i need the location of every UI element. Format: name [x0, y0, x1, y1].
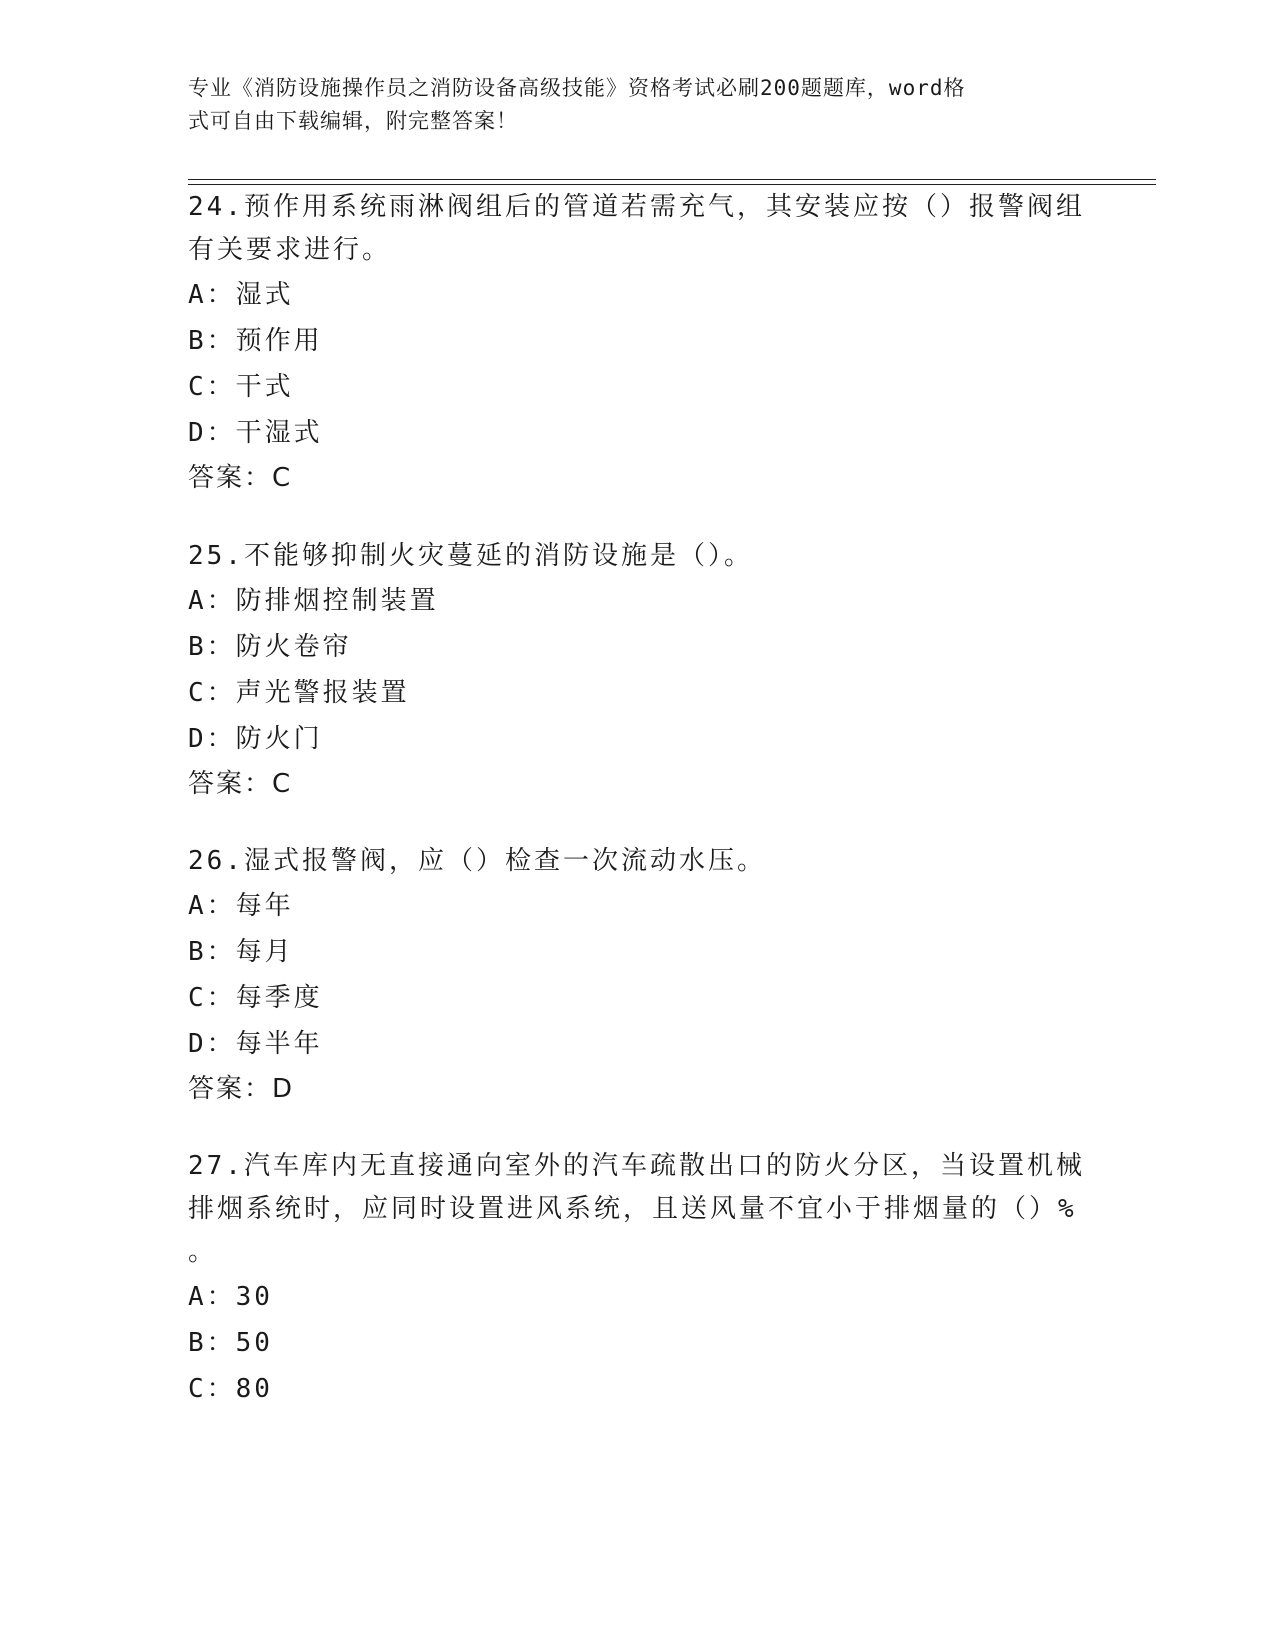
option-d: D：防火门 [188, 724, 323, 754]
option-d: D：每半年 [188, 1029, 323, 1059]
question-text-line: 27.汽车库内无直接通向室外的汽车疏散出口的防火分区，当设置机械 [188, 1151, 1085, 1181]
option-a: A：每年 [188, 891, 294, 921]
option-c: C：每季度 [188, 983, 323, 1013]
question-text-line: 25.不能够抑制火灾蔓延的消防设施是（）。 [188, 541, 753, 571]
option-c: C：声光警报装置 [188, 678, 410, 708]
option-b: B：每月 [188, 937, 294, 967]
question-text-line: 。 [188, 1237, 218, 1267]
question-text-line: 26.湿式报警阀，应（）检查一次流动水压。 [188, 846, 766, 876]
question-text-line: 有关要求进行。 [188, 235, 392, 265]
option-b: B：50 [188, 1328, 273, 1358]
option-b: B：防火卷帘 [188, 632, 352, 662]
option-c: C：80 [188, 1374, 273, 1404]
option-d: D：干湿式 [188, 418, 323, 448]
question-26 [188, 840, 1088, 1111]
answer: 答案：C [188, 769, 293, 799]
header-divider-bottom [188, 184, 1156, 185]
option-c: C：干式 [188, 372, 294, 402]
header-divider-top [188, 179, 1156, 180]
option-a: A：30 [188, 1282, 273, 1312]
answer: 答案：D [188, 1074, 295, 1104]
answer: 答案：C [188, 463, 293, 493]
option-a: A：湿式 [188, 280, 294, 310]
header-line-1: 专业《消防设施操作员之消防设备高级技能》资格考试必刷200题题库，word格 [188, 76, 966, 100]
document-header [188, 72, 1088, 138]
option-a: A：防排烟控制装置 [188, 586, 439, 616]
question-text-line: 24.预作用系统雨淋阀组后的管道若需充气，其安装应按（）报警阀组 [188, 192, 1085, 222]
question-24 [188, 186, 1088, 500]
question-27 [188, 1145, 1088, 1412]
question-25 [188, 535, 1088, 806]
header-line-2: 式可自由下载编辑，附完整答案！ [188, 109, 518, 133]
question-text-line: 排烟系统时，应同时设置进风系统，且送风量不宜小于排烟量的（）% [188, 1194, 1077, 1224]
option-b: B：预作用 [188, 326, 323, 356]
